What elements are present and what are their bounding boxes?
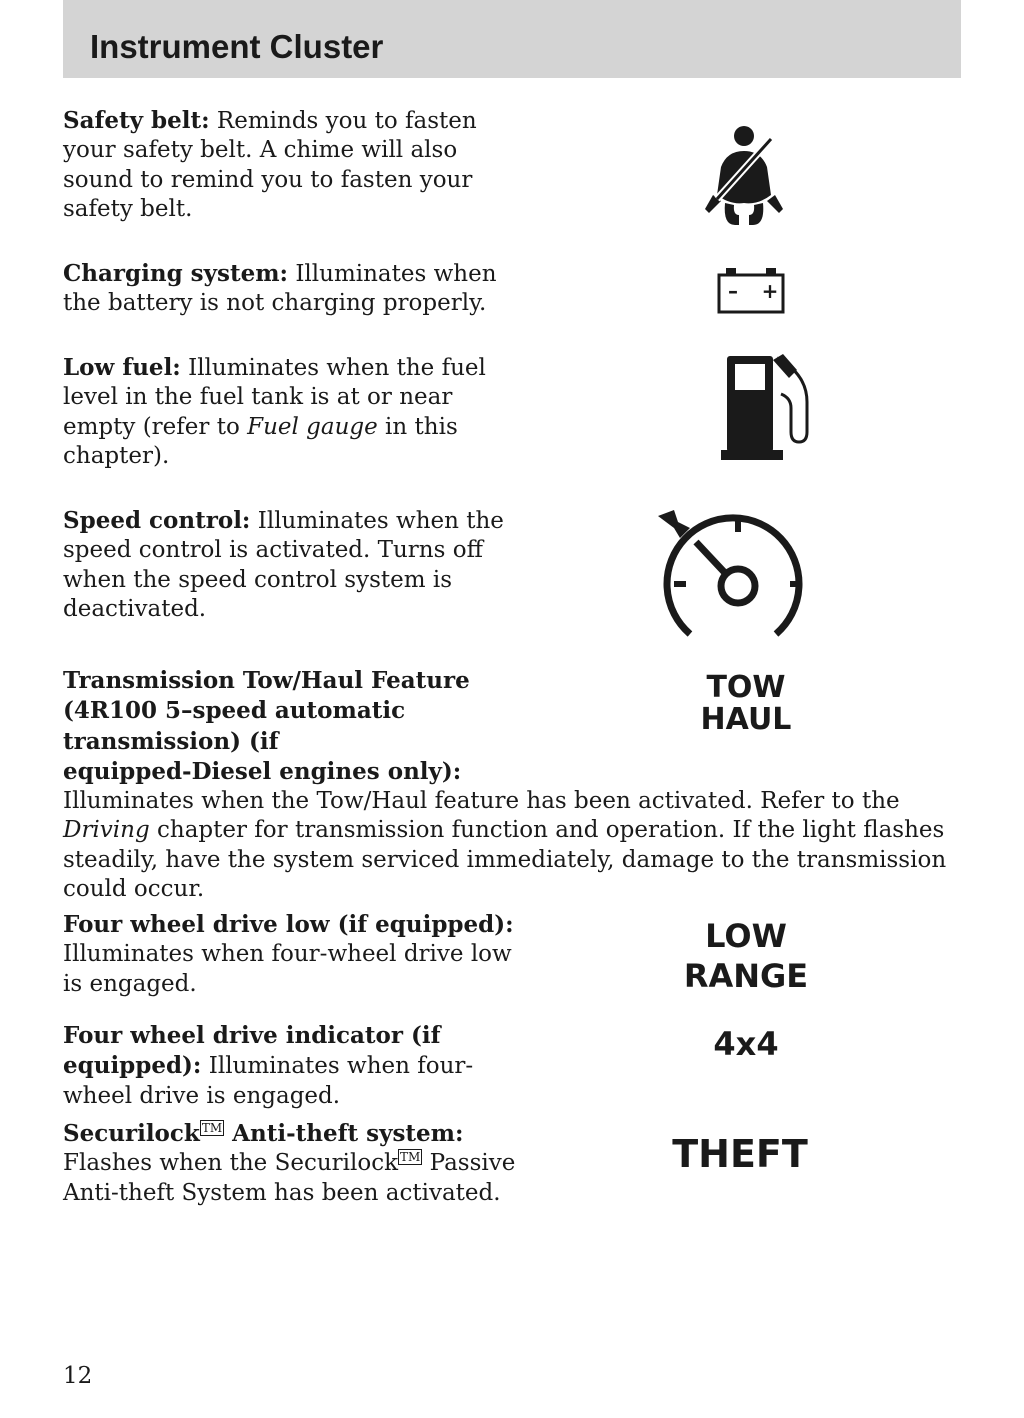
charging-system-title: Charging system: [63, 260, 289, 287]
battery-plus-sign: + [761, 279, 779, 303]
range-label: RANGE [683, 957, 809, 995]
low-label: LOW [705, 917, 787, 955]
page-number: 12 [63, 1363, 93, 1389]
fuel-pump-icon [721, 354, 813, 462]
securilock-text-part2: Passive Anti-theft System has been activated. [63, 1150, 516, 1206]
tow-haul-title-line4: equipped-Diesel engines only): [63, 757, 462, 785]
tow-haul-title-line2: (4R100 5–speed automatic [63, 697, 406, 725]
speed-control-text: Illuminates when the speed control is activated. Turns off when the speed control system is deactivated. [63, 508, 504, 622]
low-fuel-title: Low fuel: [63, 354, 181, 381]
four-wheel-drive-indicator-text: Illuminates when four-wheel drive is engaged. [63, 1053, 474, 1109]
trademark-symbol: TM [201, 1121, 223, 1135]
haul-label: HAUL [700, 702, 792, 737]
tow-haul-title-line3: transmission) (if [63, 727, 279, 755]
four-by-four-indicator: 4x4 [713, 1025, 779, 1063]
securilock-description [63, 1119, 523, 1208]
low-fuel-text-before: Illuminates when the fuel level in the fuel tank is at or near empty (refer to [63, 355, 486, 440]
driving-chapter-reference: Driving [63, 817, 150, 844]
low-fuel-description [63, 353, 523, 471]
four-wheel-drive-low-title: Four wheel drive low (if equipped): [63, 911, 514, 938]
page-title: Instrument Cluster [90, 28, 384, 65]
securilock-text-part1: Flashes when the Securilock [63, 1150, 399, 1177]
low-fuel-text-after: in this chapter). [63, 413, 458, 469]
speed-control-icon [656, 508, 808, 644]
tow-label: TOW [706, 670, 786, 705]
four-wheel-drive-indicator-title: Four wheel drive indicator (if equipped): [63, 1022, 441, 1080]
safety-belt-icon [703, 125, 787, 229]
securilock-title-part1: Securilock [63, 1120, 200, 1147]
four-wheel-drive-low-text: Illuminates when four-wheel drive low is engaged. [63, 941, 512, 997]
tow-haul-indicator [690, 672, 802, 736]
charging-system-text: Illuminates when the battery is not charging properly. [63, 261, 497, 317]
tow-haul-text-after: chapter for transmission function and operation. If the light flashes steadily, have the system serviced immediately, damage to the transmission could occur. [63, 817, 947, 903]
theft-indicator: THEFT [672, 1132, 808, 1176]
fuel-gauge-reference: Fuel gauge [247, 413, 378, 440]
speed-control-title: Speed control: [63, 507, 251, 534]
safety-belt-description [63, 106, 523, 224]
tow-haul-title-line1: Transmission Tow/Haul Feature [63, 667, 470, 694]
battery-icon [716, 266, 786, 316]
battery-minus-sign: – [728, 279, 738, 303]
speed-control-description [63, 506, 523, 624]
charging-system-description [63, 259, 523, 319]
tow-haul-text-before: Illuminates when the Tow/Haul feature has been activated. Refer to the [63, 788, 900, 815]
safety-belt-text: Reminds you to fasten your safety belt. A chime will also sound to remind you to fasten your safety belt. [63, 108, 477, 222]
low-range-indicator [676, 916, 816, 996]
tow-haul-description [63, 666, 953, 904]
safety-belt-title: Safety belt: [63, 107, 210, 134]
four-wheel-drive-low-description [63, 910, 523, 999]
header-bar [63, 0, 961, 78]
four-wheel-drive-indicator-description [63, 1021, 523, 1111]
securilock-title-part2: Anti-theft system: [224, 1120, 464, 1147]
trademark-symbol: TM [400, 1150, 421, 1165]
